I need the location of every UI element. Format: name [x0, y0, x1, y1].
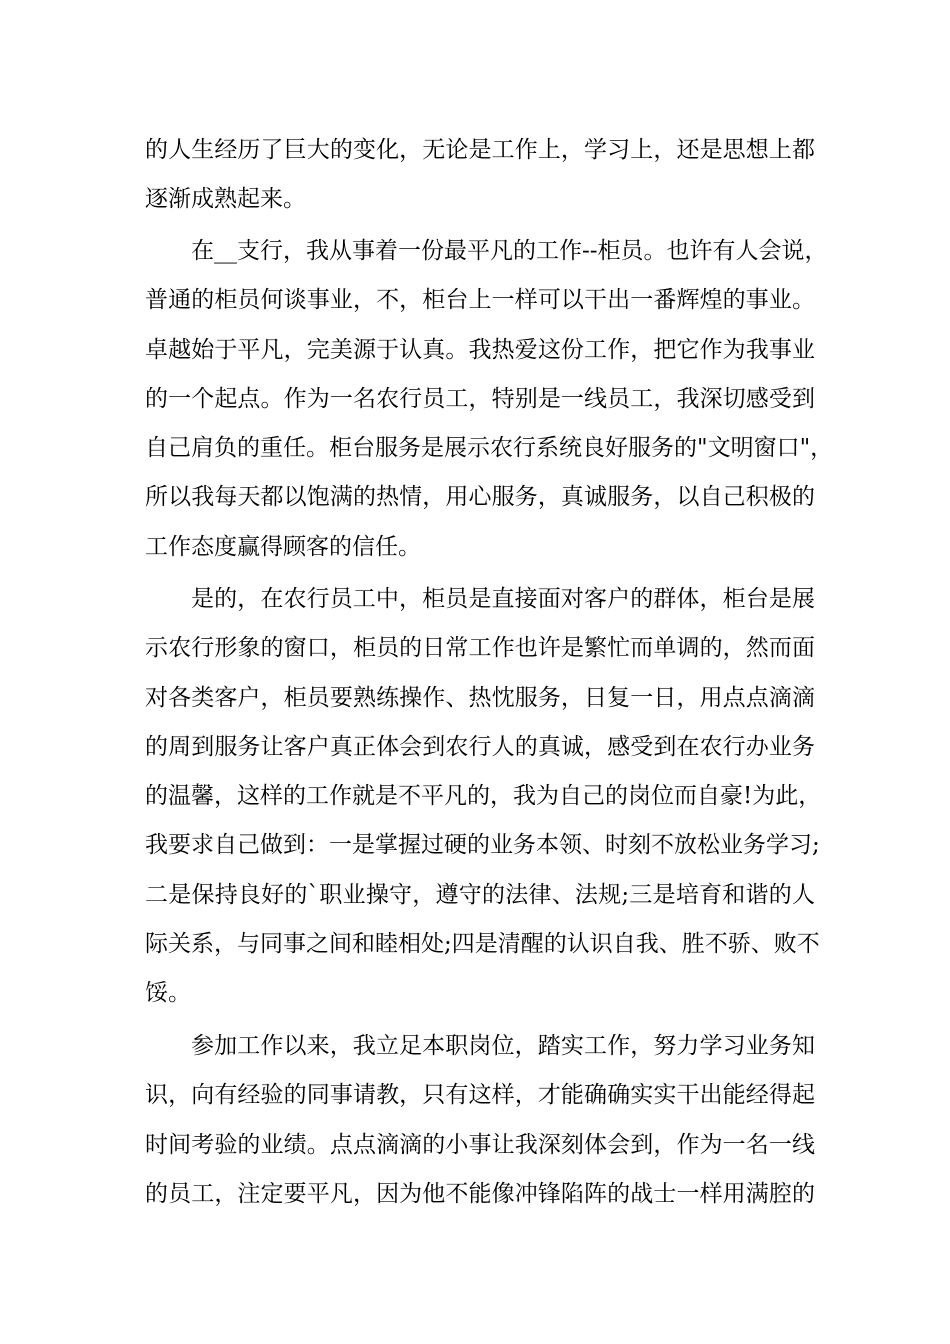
text-line: 际关系，与同事之间和睦相处;四是清醒的认识自我、胜不骄、败不	[145, 931, 820, 958]
text-line: 参加工作以来，我立足本职岗位，踏实工作，努力学习业务知	[191, 1033, 815, 1059]
text-line: 普通的柜员何谈事业，不，柜台上一样可以干出一番辉煌的事业。	[145, 287, 815, 314]
text-line: 的周到服务让客户真正体会到农行人的真诚，感受到在农行办业务	[145, 733, 815, 760]
text-line: 我要求自己做到：一是掌握过硬的业务本领、时刻不放松业务学习;	[145, 832, 820, 859]
text-line: 自己肩负的重任。柜台服务是展示农行系统良好服务的"文明窗口"，	[145, 435, 834, 462]
paragraph-4	[145, 1022, 815, 1219]
text-line: 所以我每天都以饱满的热情，用心服务，真诚服务，以自己积极的	[145, 484, 815, 511]
text-line: 的一个起点。作为一名农行员工，特别是一线员工，我深切感受到	[145, 385, 815, 412]
text-line: 的温馨，这样的工作就是不平凡的，我为自己的岗位而自豪!为此，	[145, 783, 822, 810]
text-line: 示农行形象的窗口，柜员的日常工作也许是繁忙而单调的，然而面	[145, 635, 815, 662]
text-line: 工作态度赢得顾客的信任。	[145, 533, 421, 560]
paragraph-2	[145, 227, 834, 572]
text-line: 馁。	[145, 980, 191, 1007]
text-line: 的员工，注定要平凡，因为他不能像冲锋陷阵的战士一样用满腔的	[145, 1180, 815, 1207]
paragraph-3	[145, 575, 822, 1019]
text-line: 卓越始于平凡，完美源于认真。我热爱这份工作，把它作为我事业	[145, 336, 815, 363]
text-line: 对各类客户，柜员要熟练操作、热忱服务，日复一日，用点点滴滴	[145, 684, 815, 711]
text-line: 时间考验的业绩。点点滴滴的小事让我深刻体会到，作为一名一线	[145, 1131, 815, 1158]
text-line: 在__支行，我从事着一份最平凡的工作--柜员。也许有人会说，	[191, 238, 828, 264]
text-line: 二是保持良好的`职业操守，遵守的法律、法规;三是培育和谐的人	[145, 881, 815, 908]
text-line: 识，向有经验的同事请教，只有这样，才能确确实实干出能经得起	[145, 1082, 815, 1109]
text-line: 逐渐成熟起来。	[145, 186, 306, 213]
text-line: 是的，在农行员工中，柜员是直接面对客户的群体，柜台是展	[191, 586, 815, 612]
paragraph-1	[145, 126, 815, 225]
text-line: 的人生经历了巨大的变化，无论是工作上，学习上，还是思想上都	[145, 137, 815, 163]
